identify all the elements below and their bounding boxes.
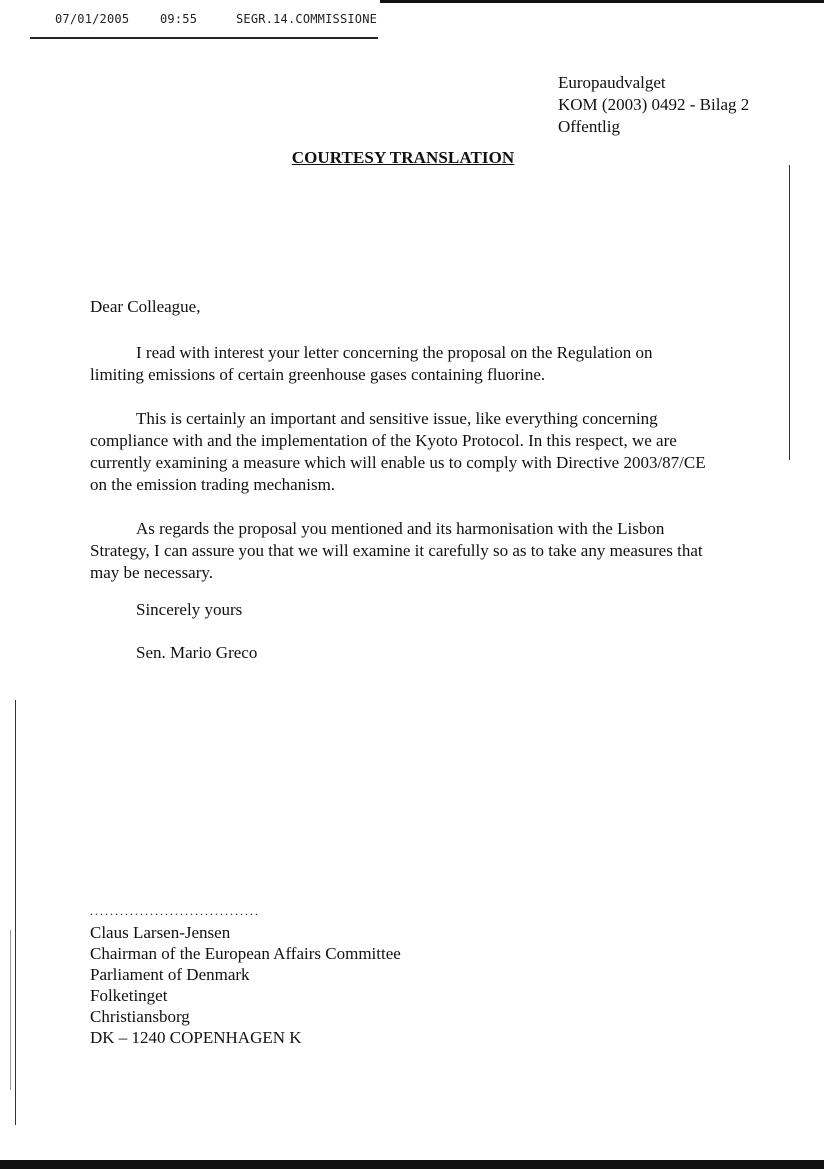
fax-header [0, 8, 824, 38]
recipient-position: Chairman of the European Affairs Committee [90, 944, 401, 963]
reference-committee: Europaudvalget [558, 73, 666, 92]
recipient-address-block [90, 922, 401, 1048]
letter-body [90, 296, 710, 606]
reference-document-id: KOM (2003) 0492 - Bilag 2 [558, 95, 750, 114]
recipient-address: Christiansborg [90, 1007, 190, 1026]
reference-block [558, 72, 749, 138]
dotted-separator: .................................. [90, 904, 260, 918]
scan-top-edge [380, 0, 824, 3]
reference-status: Offentlig [558, 117, 621, 136]
fax-sender: SEGR.14.COMMISSIONE [236, 12, 378, 26]
fax-time: 09:55 [160, 12, 198, 26]
salutation: Dear Colleague, [90, 297, 201, 316]
fax-header-rule [30, 37, 378, 39]
recipient-city: DK – 1240 COPENHAGEN K [90, 1028, 302, 1047]
paragraph-1: I read with interest your letter concerning the proposal on the Regulation on limiting emissions of certain greenhouse gases containing fluorine. [90, 343, 653, 384]
fax-date: 07/01/2005 [55, 12, 130, 26]
recipient-building: Folketinget [90, 986, 168, 1005]
paragraph-2: This is certainly an important and sensitive issue, like everything concerning compliance with and the implementation of the Kyoto Protocol. In this respect, we are currently examining a measure which will enable us to comply with Directive 2003/87/CE on the emission trading mechanism. [90, 409, 706, 494]
scan-line-left-faint [10, 930, 11, 1090]
scan-line-right [789, 165, 790, 460]
paragraph-3: As regards the proposal you mentioned and its harmonisation with the Lisbon Strategy, I can assure you that we will examine it carefully so as to take any measures that may be necessary. [90, 519, 703, 582]
scan-line-left [15, 700, 16, 1125]
scan-bottom-edge [0, 1160, 824, 1169]
signatory: Sen. Mario Greco [136, 643, 258, 662]
closing: Sincerely yours [136, 600, 243, 619]
document-title: COURTESY TRANSLATION [291, 148, 515, 167]
recipient-name: Claus Larsen-Jensen [90, 923, 231, 942]
recipient-organization: Parliament of Denmark [90, 965, 250, 984]
